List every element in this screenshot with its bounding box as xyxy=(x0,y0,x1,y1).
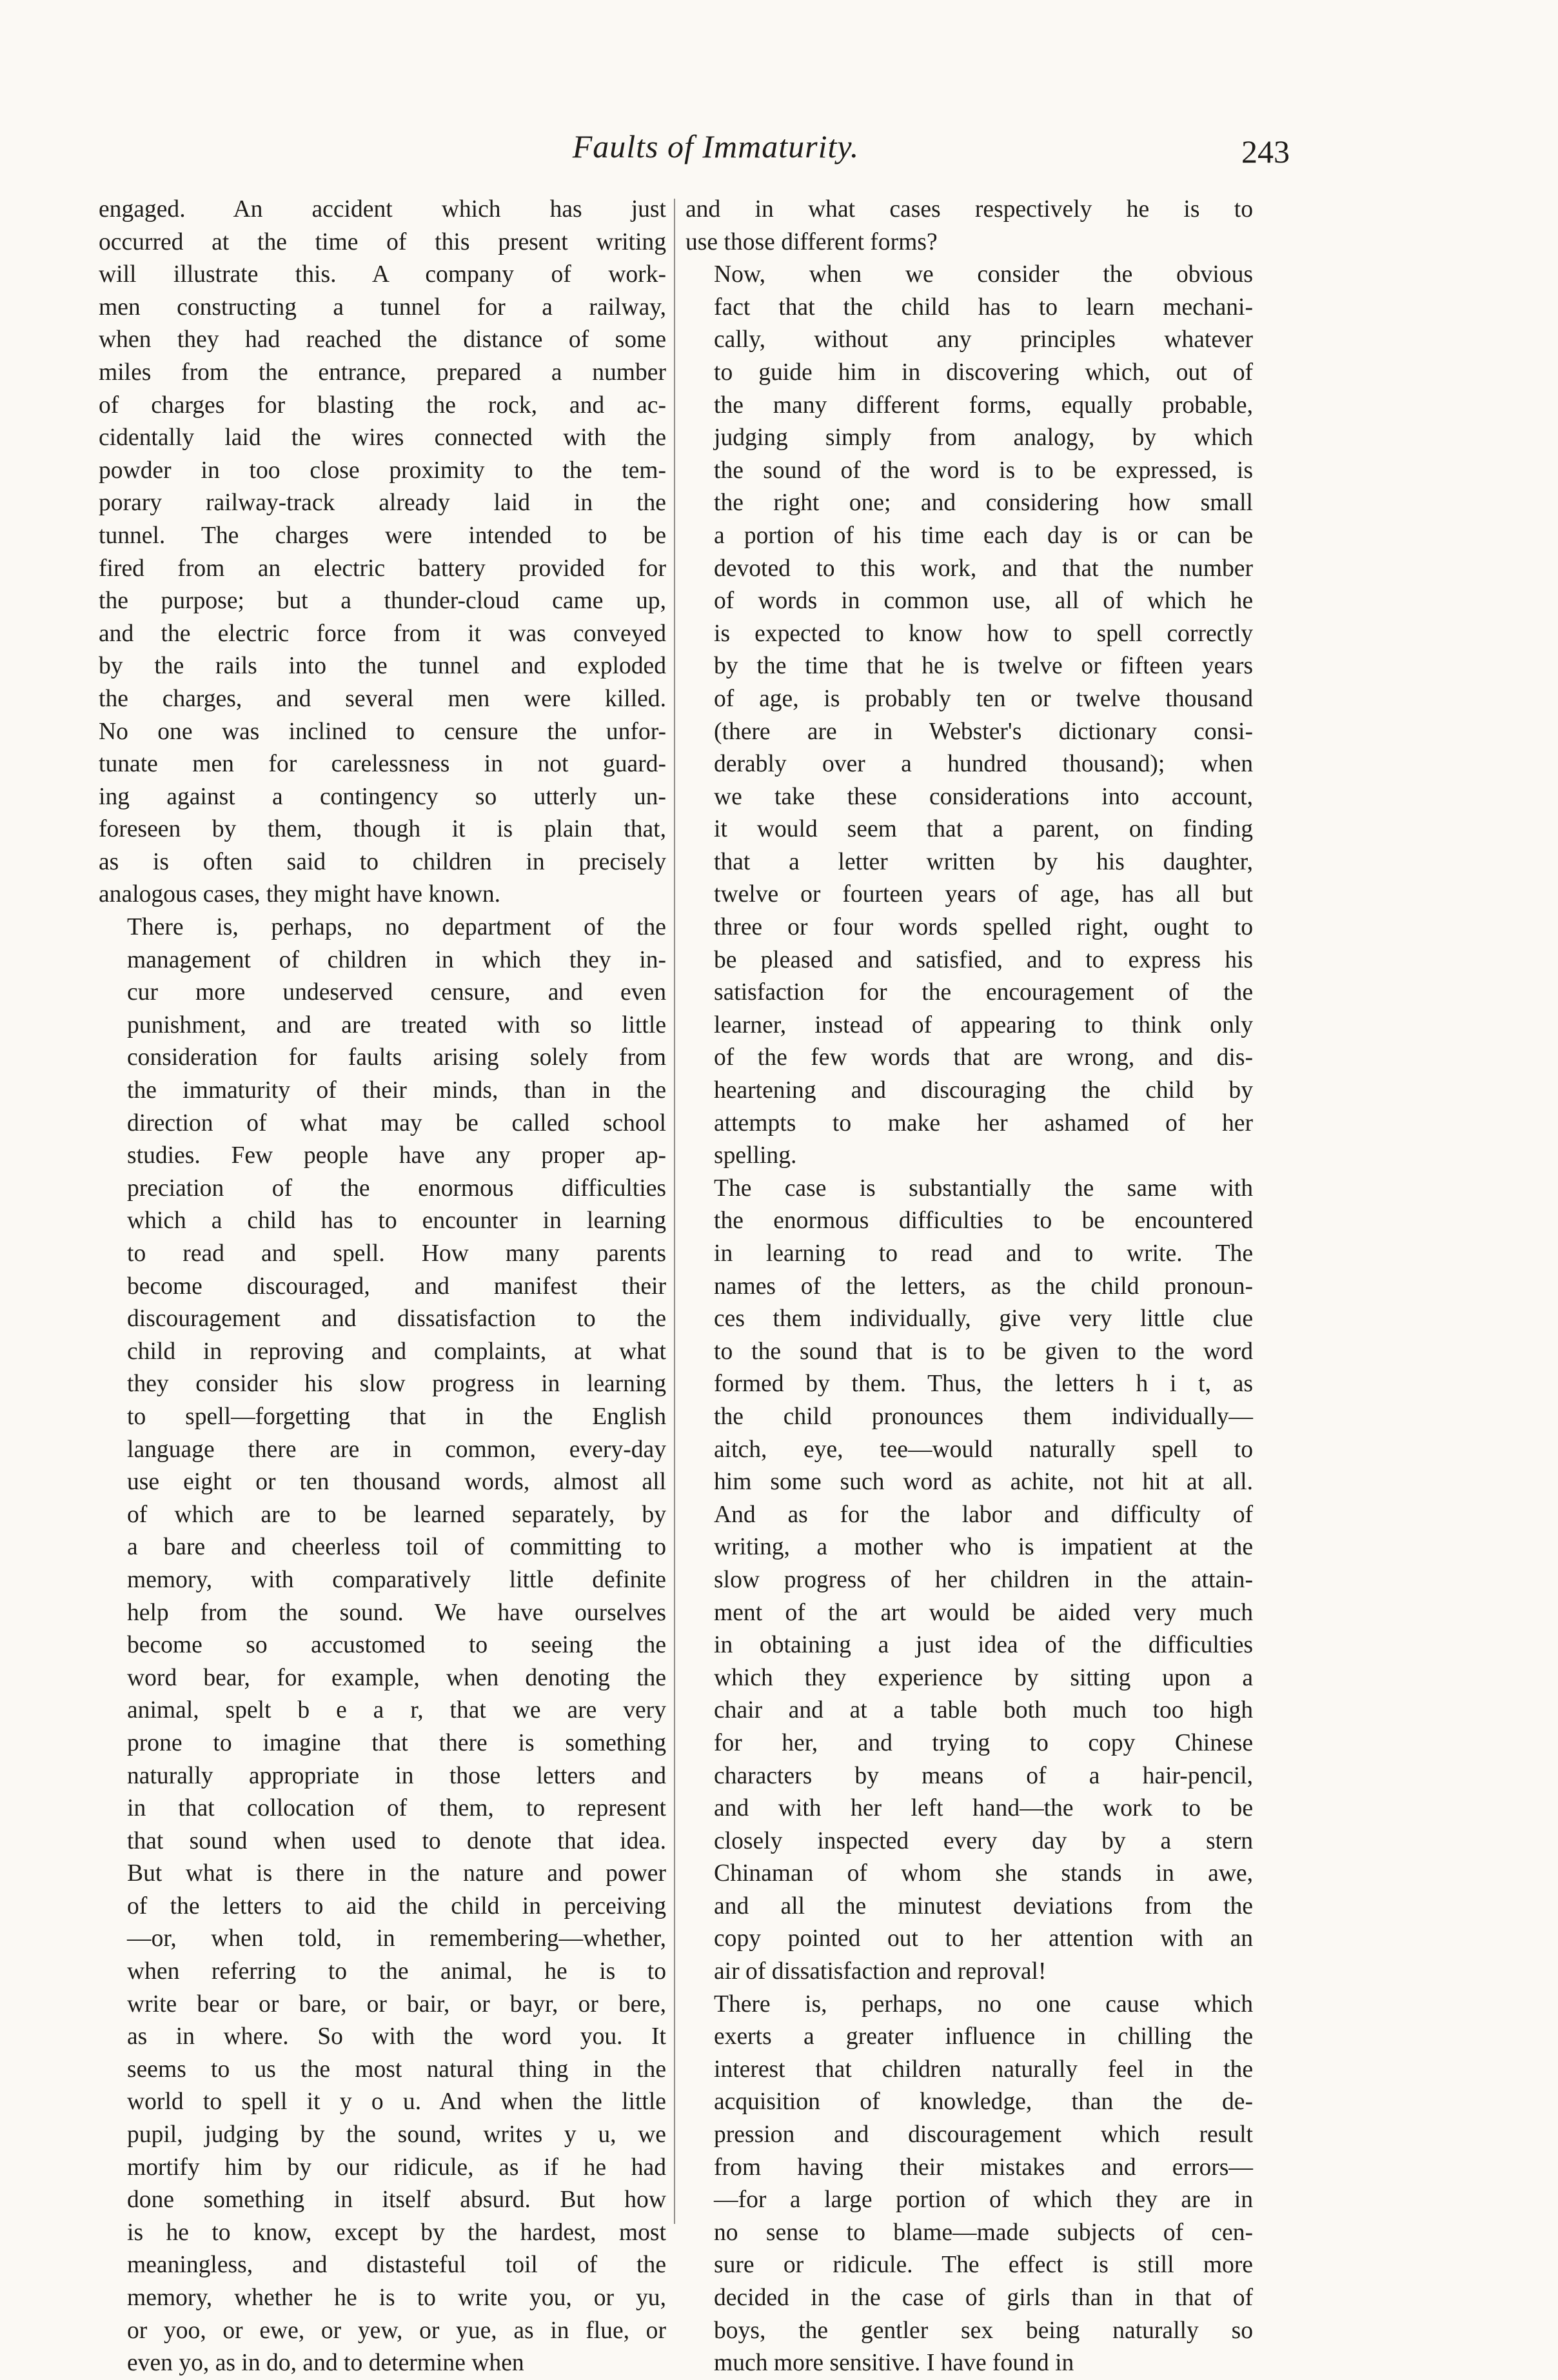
text-line: to read and spell. How many parents xyxy=(127,1240,666,1267)
text-line: use those different forms? xyxy=(685,228,938,255)
text-line: we take these considerations into account, xyxy=(714,783,1253,810)
text-line: names of the letters, as the child pronoun- xyxy=(714,1273,1253,1300)
text-line: the many different forms, equally probable, xyxy=(714,392,1253,419)
text-line: There is, perhaps, no department of the xyxy=(127,914,666,941)
text-line: punishment, and are treated with so little xyxy=(127,1011,666,1038)
text-line: mortify him by our ridicule, as if he had xyxy=(127,2154,666,2181)
text-line: the charges, and several men were killed. xyxy=(99,685,666,712)
text-line: There is, perhaps, no one cause which xyxy=(714,1990,1253,2018)
text-line: No one was inclined to censure the unfor- xyxy=(99,718,666,745)
text-line: by the time that he is twelve or fifteen years xyxy=(714,653,1253,680)
text-line: be pleased and satisfied, and to express his xyxy=(714,946,1253,973)
text-line: the sound of the word is to be expressed, is xyxy=(714,457,1253,484)
text-line: prone to imagine that there is something xyxy=(127,1729,666,1756)
text-line: closely inspected every day by a stern xyxy=(714,1827,1253,1854)
text-line: interest that children naturally feel in the xyxy=(714,2056,1253,2083)
paragraph xyxy=(685,1988,1253,2380)
text-line: word bear, for example, when denoting the xyxy=(127,1664,666,1691)
page-number: 243 xyxy=(1241,134,1290,170)
text-line: satisfaction for the encouragement of the xyxy=(714,979,1253,1006)
text-line: to guide him in discovering which, out of xyxy=(714,359,1253,386)
text-line: memory, whether he is to write you, or yu, xyxy=(127,2285,666,2311)
text-line: become discouraged, and manifest their xyxy=(127,1273,666,1300)
text-line: ment of the art would be aided very much xyxy=(714,1599,1253,1626)
text-line: memory, with comparatively little definite xyxy=(127,1566,666,1593)
text-line: it would seem that a parent, on finding xyxy=(714,816,1253,843)
text-line: devoted to this work, and that the number xyxy=(714,555,1253,582)
text-line: and in what cases respectively he is to xyxy=(685,196,1253,223)
text-line: sure or ridicule. The effect is still more xyxy=(714,2252,1253,2279)
text-line: from having their mistakes and errors— xyxy=(714,2154,1253,2181)
text-line: animal, spelt b e a r, that we are very xyxy=(127,1697,666,1724)
text-line: world to spell it y o u. And when the little xyxy=(127,2088,666,2116)
text-line: the right one; and considering how small xyxy=(714,490,1253,517)
text-line: no sense to blame—made subjects of cen- xyxy=(714,2219,1253,2246)
text-line: and the electric force from it was conveyed xyxy=(99,620,666,647)
text-line: attempts to make her ashamed of her xyxy=(714,1109,1253,1136)
text-line: porary railway-track already laid in the xyxy=(99,490,666,517)
text-line: fact that the child has to learn mechani- xyxy=(714,293,1253,321)
text-line: studies. Few people have any proper ap- xyxy=(127,1142,666,1169)
text-line: cur more undeserved censure, and even xyxy=(127,979,666,1006)
text-line: writing, a mother who is impatient at the xyxy=(714,1534,1253,1561)
text-line: of the few words that are wrong, and dis- xyxy=(714,1044,1253,1071)
text-line: —for a large portion of which they are in xyxy=(714,2187,1253,2214)
text-line: judging simply from analogy, by which xyxy=(714,424,1253,451)
text-line: powder in too close proximity to the tem- xyxy=(99,457,666,484)
paragraph xyxy=(99,193,666,911)
text-line: a bare and cheerless toil of committing to xyxy=(127,1534,666,1561)
text-line: much more sensitive. I have found in xyxy=(714,2350,1074,2377)
text-line: tunnel. The charges were intended to be xyxy=(99,522,666,549)
text-line: as is often said to children in precisely xyxy=(99,848,666,875)
text-line: of the letters to aid the child in perceiving xyxy=(127,1892,666,1919)
text-line: help from the sound. We have ourselves xyxy=(127,1599,666,1626)
text-line: which they experience by sitting upon a xyxy=(714,1664,1253,1691)
text-line: occurred at the time of this present writing xyxy=(99,228,666,255)
text-line: to spell—forgetting that in the English xyxy=(127,1403,666,1430)
text-line: fired from an electric battery provided for xyxy=(99,555,666,582)
text-line: boys, the gentler sex being naturally so xyxy=(714,2317,1253,2344)
text-line: Now, when we consider the obvious xyxy=(714,261,1253,288)
text-line: is he to know, except by the hardest, most xyxy=(127,2219,666,2246)
text-line: slow progress of her children in the attain- xyxy=(714,1566,1253,1593)
text-line: that a letter written by his daughter, xyxy=(714,848,1253,875)
text-line: even yo, as in do, and to determine when xyxy=(127,2350,524,2377)
text-line: ing against a contingency so utterly un- xyxy=(99,783,666,810)
text-line: done something in itself absurd. But how xyxy=(127,2187,666,2214)
text-line: meaningless, and distasteful toil of the xyxy=(127,2252,666,2279)
text-line: for her, and trying to copy Chinese xyxy=(714,1729,1253,1756)
text-line: preciation of the enormous difficulties xyxy=(127,1175,666,1202)
text-line: the child pronounces them individually— xyxy=(714,1403,1253,1430)
text-line: of age, is probably ten or twelve thousand xyxy=(714,685,1253,712)
text-line: by the rails into the tunnel and exploded xyxy=(99,653,666,680)
text-line: cally, without any principles whatever xyxy=(714,326,1253,353)
text-line: discouragement and dissatisfaction to the xyxy=(127,1305,666,1333)
text-line: pression and discouragement which result xyxy=(714,2121,1253,2148)
text-line: acquisition of knowledge, than the de- xyxy=(714,2088,1253,2116)
text-line: (there are in Webster's dictionary consi- xyxy=(714,718,1253,745)
text-line: spelling. xyxy=(714,1142,797,1169)
paragraph xyxy=(99,911,666,2380)
text-line: exerts a greater influence in chilling the xyxy=(714,2023,1253,2050)
text-line: consideration for faults arising solely from xyxy=(127,1044,666,1071)
text-line: use eight or ten thousand words, almost all xyxy=(127,1469,666,1496)
paragraph xyxy=(685,259,1253,1173)
running-title: Faults of Immaturity. xyxy=(572,128,860,164)
text-line: And as for the labor and difficulty of xyxy=(714,1501,1253,1528)
text-line: child in reproving and complaints, at what xyxy=(127,1338,666,1365)
text-line: when referring to the animal, he is to xyxy=(127,1958,666,1985)
text-line: —or, when told, in remembering—whether, xyxy=(127,1925,666,1952)
text-line: characters by means of a hair-pencil, xyxy=(714,1762,1253,1789)
text-line: write bear or bare, or bair, or bayr, or bere, xyxy=(127,1990,666,2018)
text-line: in learning to read and to write. The xyxy=(714,1240,1253,1267)
text-line: cidentally laid the wires connected with the xyxy=(99,424,666,451)
text-line: tunate men for carelessness in not guard- xyxy=(99,751,666,778)
text-line: of charges for blasting the rock, and ac- xyxy=(99,392,666,419)
column-divider xyxy=(674,199,675,2224)
text-line: learner, instead of appearing to think only xyxy=(714,1011,1253,1038)
text-line: the purpose; but a thunder-cloud came up, xyxy=(99,588,666,615)
text-line: men constructing a tunnel for a railway, xyxy=(99,293,666,321)
text-line: copy pointed out to her attention with an xyxy=(714,1925,1253,1952)
right-text-column xyxy=(685,193,1253,2380)
text-line: twelve or fourteen years of age, has all but xyxy=(714,881,1253,908)
text-line: him some such word as achite, not hit at all. xyxy=(714,1469,1253,1496)
text-line: formed by them. Thus, the letters h i t, as xyxy=(714,1371,1253,1398)
text-line: the enormous difficulties to be encountered xyxy=(714,1207,1253,1235)
text-line: as in where. So with the word you. It xyxy=(127,2023,666,2050)
text-line: ces them individually, give very little clue xyxy=(714,1305,1253,1333)
page-header xyxy=(0,128,1558,179)
paragraph xyxy=(685,1173,1253,1988)
text-line: the immaturity of their minds, than in the xyxy=(127,1077,666,1104)
text-line: in that collocation of them, to represent xyxy=(127,1795,666,1822)
text-line: engaged. An accident which has just xyxy=(99,196,666,223)
paragraph xyxy=(685,193,1253,259)
text-line: when they had reached the distance of some xyxy=(99,326,666,353)
text-line: air of dissatisfaction and reproval! xyxy=(714,1958,1047,1985)
text-line: chair and at a table both much too high xyxy=(714,1697,1253,1724)
left-text-column xyxy=(99,193,666,2380)
text-line: seems to us the most natural thing in the xyxy=(127,2056,666,2083)
text-line: pupil, judging by the sound, writes y u, we xyxy=(127,2121,666,2148)
text-line: will illustrate this. A company of work- xyxy=(99,261,666,288)
text-line: to the sound that is to be given to the word xyxy=(714,1338,1253,1365)
text-line: or yoo, or ewe, or yew, or yue, as in flue, or xyxy=(127,2317,666,2344)
text-line: is expected to know how to spell correctly xyxy=(714,620,1253,647)
text-line: they consider his slow progress in learning xyxy=(127,1371,666,1398)
text-line: The case is substantially the same with xyxy=(714,1175,1253,1202)
text-line: But what is there in the nature and power xyxy=(127,1860,666,1887)
text-line: of which are to be learned separately, by xyxy=(127,1501,666,1528)
text-line: direction of what may be called school xyxy=(127,1109,666,1136)
text-line: analogous cases, they might have known. xyxy=(99,881,501,908)
text-line: aitch, eye, tee—would naturally spell to xyxy=(714,1436,1253,1463)
text-line: miles from the entrance, prepared a number xyxy=(99,359,666,386)
text-line: foreseen by them, though it is plain that, xyxy=(99,816,666,843)
text-line: three or four words spelled right, ought to xyxy=(714,914,1253,941)
text-line: naturally appropriate in those letters and xyxy=(127,1762,666,1789)
text-line: decided in the case of girls than in that of xyxy=(714,2285,1253,2311)
text-line: heartening and discouraging the child by xyxy=(714,1077,1253,1104)
text-line: and with her left hand—the work to be xyxy=(714,1795,1253,1822)
text-line: of words in common use, all of which he xyxy=(714,588,1253,615)
text-line: in obtaining a just idea of the difficulties xyxy=(714,1632,1253,1659)
text-line: and all the minutest deviations from the xyxy=(714,1892,1253,1919)
text-line: which a child has to encounter in learning xyxy=(127,1207,666,1235)
text-line: management of children in which they in- xyxy=(127,946,666,973)
text-line: become so accustomed to seeing the xyxy=(127,1632,666,1659)
text-line: derably over a hundred thousand); when xyxy=(714,751,1253,778)
text-line: that sound when used to denote that idea. xyxy=(127,1827,666,1854)
text-line: language there are in common, every-day xyxy=(127,1436,666,1463)
text-line: a portion of his time each day is or can be xyxy=(714,522,1253,549)
text-line: Chinaman of whom she stands in awe, xyxy=(714,1860,1253,1887)
